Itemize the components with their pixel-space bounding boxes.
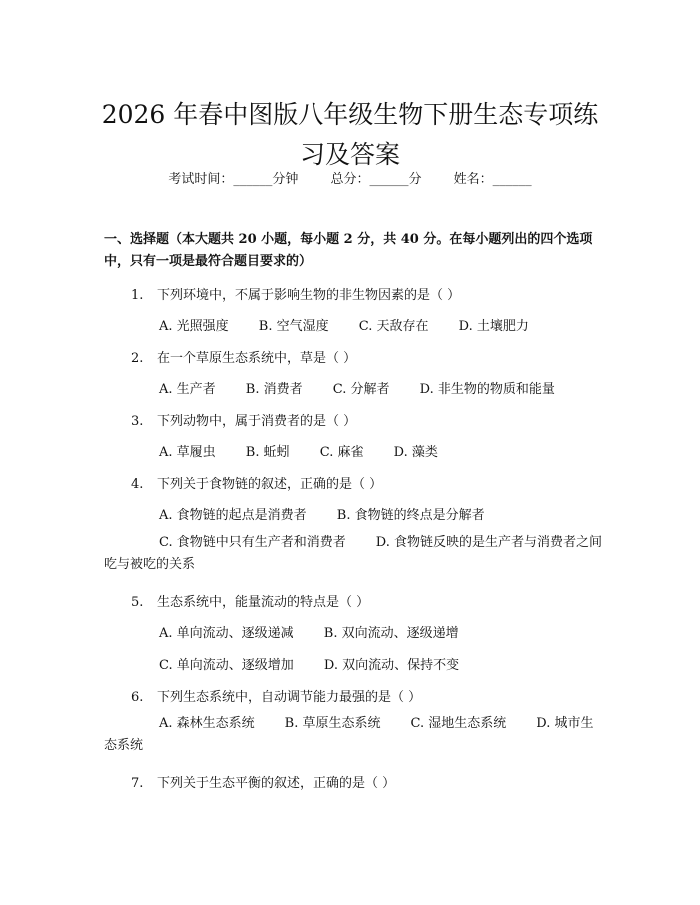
option-a: A. 单向流动、逐级递减 — [159, 626, 294, 641]
exam-meta — [0, 168, 700, 187]
option-c: C. 食物链中只有生产者和消费者 — [159, 535, 346, 550]
option-c: C. 分解者 — [332, 382, 390, 397]
question-1-options — [159, 315, 555, 334]
question-text: 下列环境中，不属于影响生物的非生物因素的是（ ） — [157, 288, 461, 303]
option-a: A. 森林生态系统 — [159, 716, 255, 731]
question-4-options — [159, 504, 511, 523]
option-b: B. 草原生态系统 — [284, 716, 381, 731]
question-number: 5. — [131, 595, 144, 610]
section-heading: 一、选择题（本大题共 20 小题，每小题 2 分，共 40 分。在每小题列出的四个选项中，只有一项是最符合题目要求的） — [104, 232, 593, 269]
question-text: 下列动物中，属于消费者的是（ ） — [157, 414, 357, 429]
question-2-options — [159, 378, 581, 397]
option-a: A. 食物链的起点是消费者 — [159, 508, 307, 523]
option-d: D. 城市生态系统 — [104, 716, 594, 753]
question-5 — [131, 591, 369, 610]
question-6 — [131, 686, 421, 705]
exam-time-field: 考试时间：______分钟 — [168, 172, 299, 187]
student-name-field: 姓名：______ — [453, 172, 532, 187]
question-text: 在一个草原生态系统中，草是（ ） — [157, 351, 357, 366]
question-text: 生态系统中，能量流动的特点是（ ） — [157, 595, 370, 610]
option-d: D. 食物链反映的是生产者与消费者之间吃与被吃的关系 — [104, 535, 602, 572]
option-c: C. 麻雀 — [319, 445, 364, 460]
question-number: 4. — [131, 477, 144, 492]
option-d: D. 非生物的物质和能量 — [419, 382, 555, 397]
question-number: 1. — [131, 288, 144, 303]
title-line-1: 2026 年春中图版八年级生物下册生态专项练 — [101, 99, 599, 129]
option-b: B. 蚯蚓 — [245, 445, 290, 460]
option-a: A. 生产者 — [159, 382, 216, 397]
option-c: C. 湿地生态系统 — [410, 716, 507, 731]
option-d: D. 双向流动、保持不变 — [323, 658, 460, 673]
question-6-options-wrapped — [104, 713, 604, 757]
option-d: D. 藻类 — [393, 445, 438, 460]
question-3 — [131, 410, 356, 429]
question-text: 下列关于食物链的叙述，正确的是（ ） — [157, 477, 383, 492]
question-2 — [131, 347, 356, 366]
question-4-options-wrapped — [104, 532, 604, 576]
question-3-options — [159, 441, 464, 460]
question-5-options-row-2 — [159, 654, 485, 673]
option-b: B. 空气湿度 — [258, 319, 329, 334]
option-a: A. 草履虫 — [159, 445, 216, 460]
question-text: 下列关于生态平衡的叙述，正确的是（ ） — [157, 776, 396, 791]
page-title — [40, 95, 660, 175]
question-7 — [131, 772, 395, 791]
option-c: C. 单向流动、逐级增加 — [159, 658, 294, 673]
option-c: C. 天敌存在 — [358, 319, 429, 334]
question-5-options-row-1 — [159, 622, 485, 641]
question-number: 2. — [131, 351, 144, 366]
option-b: B. 消费者 — [245, 382, 303, 397]
question-number: 6. — [131, 690, 144, 705]
question-1 — [131, 284, 460, 303]
title-line-2: 习及答案 — [299, 139, 400, 169]
question-number: 3. — [131, 414, 144, 429]
question-number: 7. — [131, 776, 144, 791]
question-text: 下列生态系统中，自动调节能力最强的是（ ） — [157, 690, 422, 705]
option-d: D. 土壤肥力 — [458, 319, 529, 334]
option-b: B. 食物链的终点是分解者 — [336, 508, 485, 523]
total-score-field: 总分：______分 — [330, 172, 422, 187]
option-b: B. 双向流动、逐级递增 — [323, 626, 459, 641]
option-a: A. 光照强度 — [159, 319, 229, 334]
question-4 — [131, 473, 382, 492]
